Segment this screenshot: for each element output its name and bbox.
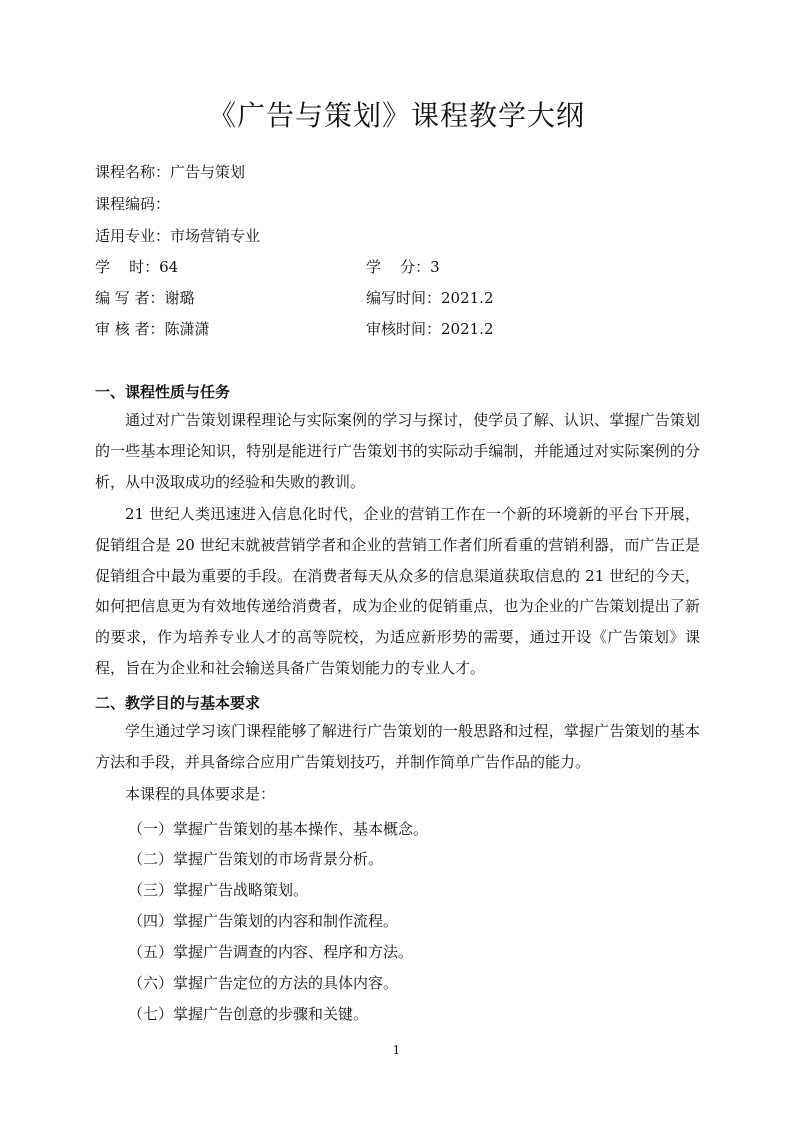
requirement-item: （四）掌握广告策划的内容和制作流程。	[128, 912, 399, 930]
requirement-item: （二）掌握广告策划的市场背景分析。	[128, 850, 384, 868]
meta-review-time: 审核时间：2021.2	[366, 320, 494, 338]
meta-course-code: 课程编码：	[95, 195, 171, 213]
meta-author: 编 写 者：谢璐	[95, 289, 195, 307]
requirement-item: （一）掌握广告策划的基本操作、基本概念。	[128, 820, 429, 838]
page-number: 1	[392, 1043, 401, 1057]
section1-paragraph-2: 21 世纪人类迅速进入信息化时代，企业的营销工作在一个新的环境新的平台下开展，促销组合是 20 世纪末就被营销学者和企业的营销工作者们所看重的营销利器，而广告正是促销组合中最为重要的手段。在消费者每天从众多的信息渠道获取信息的 21 世纪的今天，如何把信息更为有效地传递给消费者，成为企业的促销重点，也为企业的广告策划提出了新的要求，作为培养专业人才的高等院校，为适应新形势的需要，通过开设《广告策划》课程，旨在为企业和社会输送具备广告策划能力的专业人才。	[95, 505, 700, 677]
meta-write-time: 编写时间：2021.2	[366, 289, 494, 307]
meta-reviewer: 审 核 者：陈潇潇	[95, 320, 210, 338]
requirement-item: （七）掌握广告创意的步骤和关键。	[128, 1005, 369, 1023]
meta-credits: 学 分：3	[366, 258, 440, 276]
meta-major: 适用专业：市场营销专业	[95, 227, 261, 245]
requirement-item: （三）掌握广告战略策划。	[128, 881, 309, 899]
section-heading-2: 二、教学目的与基本要求	[95, 694, 261, 712]
section2-paragraph-2: 本课程的具体要求是：	[125, 785, 276, 803]
section-heading-1: 一、课程性质与任务	[95, 383, 231, 401]
meta-course-name: 课程名称：广告与策划	[95, 163, 246, 181]
section1-paragraph-1: 通过对广告策划课程理论与实际案例的学习与探讨，使学员了解、认识、掌握广告策划的一些基本理论知识，特别是能进行广告策划书的实际动手编制，并能通过对实际案例的分析，从中汲取成功的经验和失败的教训。	[95, 411, 700, 491]
requirement-item: （六）掌握广告定位的方法的具体内容。	[128, 974, 399, 992]
meta-hours: 学 时：64	[95, 258, 179, 276]
section2-paragraph-1: 学生通过学习该门课程能够了解进行广告策划的一般思路和过程，掌握广告策划的基本方法和手段，并具备综合应用广告策划技巧，并制作简单广告作品的能力。	[95, 722, 700, 771]
document-title: 《广告与策划》课程教学大纲	[207, 99, 585, 132]
requirement-item: （五）掌握广告调查的内容、程序和方法。	[128, 943, 414, 961]
